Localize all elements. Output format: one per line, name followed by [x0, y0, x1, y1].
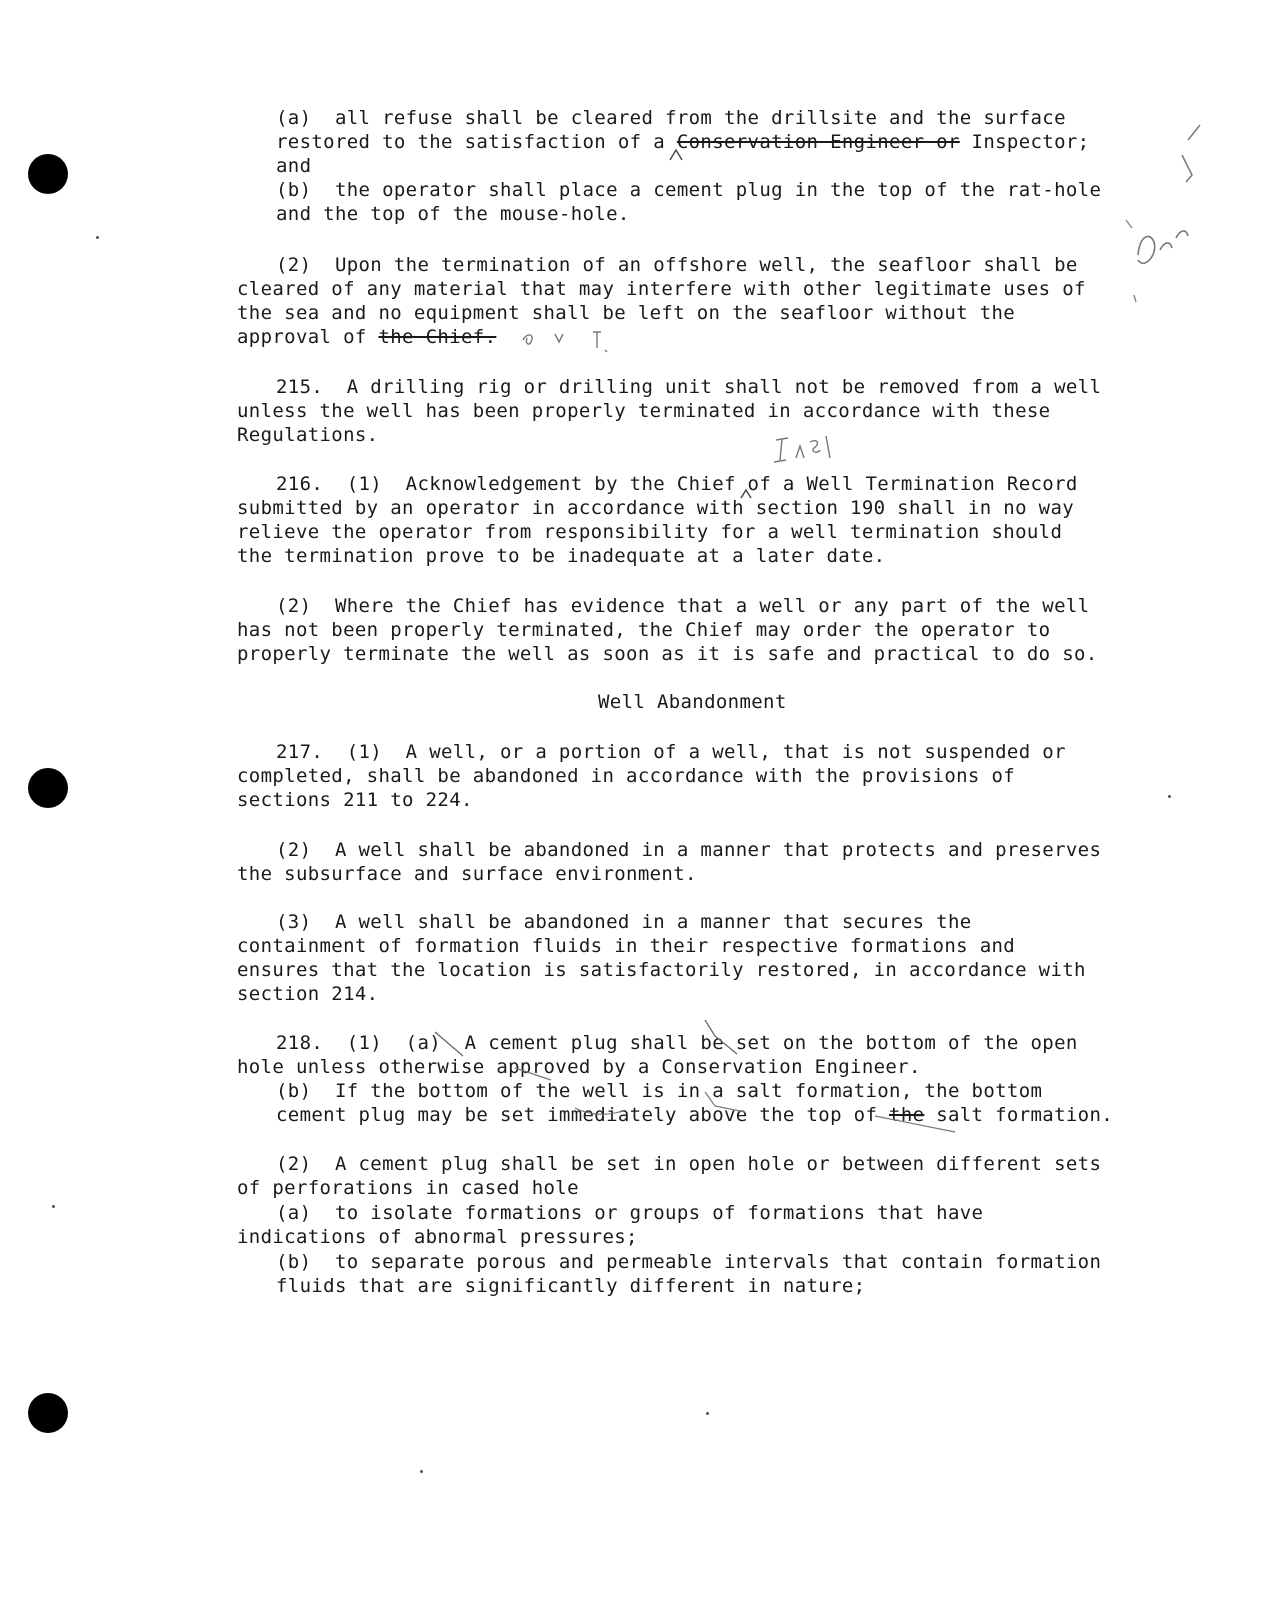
handwritten-annotation [1120, 120, 1220, 310]
text-line: (b) If the bottom of the well is in a salt formation, the bottom [276, 1080, 1043, 1102]
text-line: properly terminate the well as soon as it is safe and practical to do so. [237, 643, 1098, 665]
binder-hole [28, 154, 68, 194]
text-line: the subsurface and surface environment. [237, 863, 697, 885]
scan-speck [706, 1412, 709, 1415]
text-line: ensures that the location is satisfactorily restored, in accordance with [237, 959, 1086, 981]
editing-mark [415, 1020, 995, 1150]
text-line: the sea and no equipment shall be left on the seafloor without the [237, 302, 1016, 324]
binder-hole [28, 768, 68, 808]
text-line: containment of formation fluids in their respective formations and [237, 935, 1016, 957]
text-line: of perforations in cased hole [237, 1177, 579, 1199]
text-line: and the top of the mouse-hole. [276, 203, 630, 225]
text-line: 215. A drilling rig or drilling unit shall not be removed from a well [276, 376, 1102, 398]
text-line: restored to the satisfaction of a Conservation Engineer or Inspector; [276, 131, 1090, 153]
text-line: (2) Upon the termination of an offshore well, the seafloor shall be [276, 254, 1078, 276]
text-line: cement plug may be set immediately above the top of the salt formation. [276, 1104, 1114, 1126]
text-line: indications of abnormal pressures; [237, 1226, 638, 1248]
insertion-caret [739, 486, 753, 500]
text-line: hole unless otherwise approved by a Conservation Engineer. [237, 1056, 921, 1078]
struck-text: the [889, 1104, 925, 1126]
text-line: (b) the operator shall place a cement plug in the top of the rat-hole [276, 179, 1102, 201]
scan-speck [52, 1205, 55, 1208]
text-line: 216. (1) Acknowledgement by the Chief of a Well Termination Record [276, 473, 1078, 495]
text-line: section 214. [237, 983, 379, 1005]
text-line: (b) to separate porous and permeable intervals that contain formation [276, 1251, 1102, 1273]
text-line: Regulations. [237, 424, 379, 446]
section-heading: Well Abandonment [598, 691, 787, 713]
text-line: sections 211 to 224. [237, 789, 473, 811]
scan-speck [1168, 795, 1171, 798]
text-line: the termination prove to be inadequate at a later date. [237, 545, 886, 567]
text-line: unless the well has been properly terminated in accordance with these [237, 400, 1051, 422]
scan-speck [420, 1470, 423, 1473]
text-line: submitted by an operator in accordance with section 190 shall in no way [237, 497, 1075, 519]
handwritten-annotation [770, 430, 840, 470]
text-line: fluids that are significantly different in nature; [276, 1275, 866, 1297]
text-line: (2) A well shall be abandoned in a manner that protects and preserves [276, 839, 1102, 861]
struck-text: the Chief. [378, 326, 497, 348]
text-line: (2) A cement plug shall be set in open hole or between different sets [276, 1153, 1102, 1175]
text-line: approval of the Chief. [237, 326, 497, 348]
text-line: completed, shall be abandoned in accordance with the provisions of [237, 765, 1016, 787]
text-line: (3) A well shall be abandoned in a manner that secures the [276, 911, 972, 933]
text-line: (a) all refuse shall be cleared from the drillsite and the surface [276, 107, 1066, 129]
text-line: has not been properly terminated, the Chief may order the operator to [237, 619, 1051, 641]
scan-speck [96, 236, 99, 239]
text-line: 217. (1) A well, or a portion of a well, that is not suspended or [276, 741, 1066, 763]
insertion-caret [668, 146, 684, 162]
binder-hole [28, 1393, 68, 1433]
struck-text: Conservation Engineer or [676, 131, 960, 153]
text-line: cleared of any material that may interfere with other legitimate uses of [237, 278, 1086, 300]
text-line: relieve the operator from responsibility for a well termination should [237, 521, 1063, 543]
handwritten-annotation [515, 322, 675, 362]
text-line: (a) to isolate formations or groups of formations that have [276, 1202, 984, 1224]
text-line: and [276, 155, 312, 177]
text-line: (2) Where the Chief has evidence that a well or any part of the well [276, 595, 1090, 617]
text-line: 218. (1) (a) A cement plug shall be set on the bottom of the open [276, 1032, 1078, 1054]
